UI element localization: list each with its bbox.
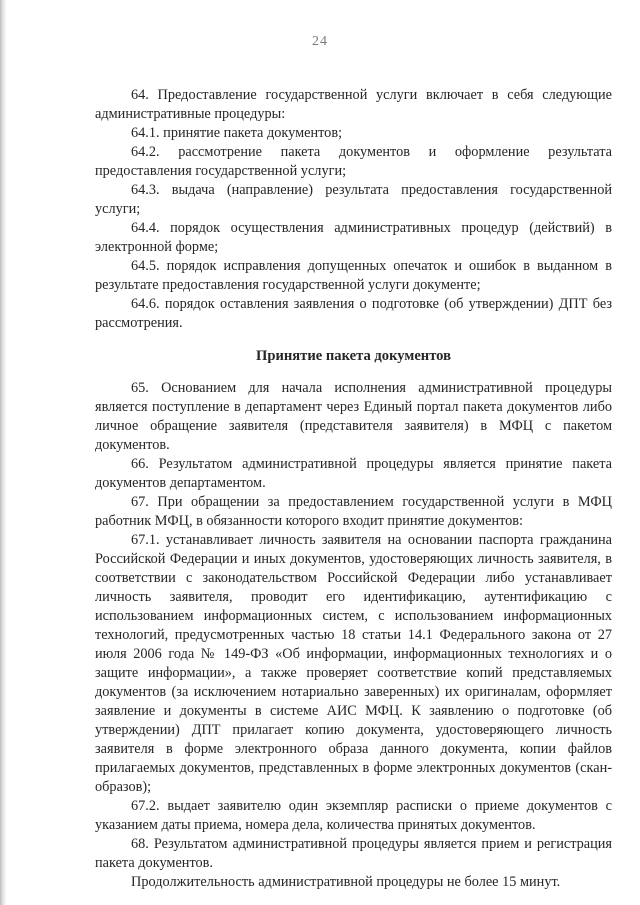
paragraph-67-2: 67.2. выдает заявителю один экземпляр расписки о приеме документов с указанием даты приема, номера дела, количества принятых документов. <box>95 798 612 833</box>
paragraph-68: 68. Результатом административной процедуры является прием и регистрация пакета документов. <box>95 836 612 871</box>
paragraph-64-6: 64.6. порядок оставления заявления о подготовке (об утверждении) ДПТ без рассмотрения. <box>95 296 612 331</box>
paragraph-64-5: 64.5. порядок исправления допущенных опечаток и ошибок в выданном в результате предоставления государственной услуги документе; <box>95 258 612 293</box>
paragraph-65: 65. Основанием для начала исполнения административной процедуры является поступление в департамент через Единый портал пакета документов либо личное обращение заявителя (представителя заявителя) в МФЦ с пакетом документов. <box>95 380 612 453</box>
paragraph-67: 67. При обращении за предоставлением государственной услуги в МФЦ работник МФЦ, в обязанности которого входит принятие документов: <box>95 494 612 529</box>
page-number: 24 <box>312 34 328 49</box>
paragraph-64-3: 64.3. выдача (направление) результата предоставления государственной услуги; <box>95 182 612 217</box>
paragraph-duration: Продолжительность административной процедуры не более 15 минут. <box>131 874 561 890</box>
paragraph-64-2: 64.2. рассмотрение пакета документов и оформление результата предоставления государственной услуги; <box>95 144 612 179</box>
scan-edge <box>0 0 7 905</box>
section-heading: Принятие пакета документов <box>255 348 451 364</box>
document-body <box>95 86 612 892</box>
paragraph-64-4: 64.4. порядок осуществления административных процедур (действий) в электронной форме; <box>95 220 612 255</box>
paragraph-64: 64. Предоставление государственной услуги включает в себя следующие административные процедуры: <box>95 87 612 122</box>
paragraph-66: 66. Результатом административной процедуры является принятие пакета документов департаментом. <box>95 456 612 491</box>
paragraph-67-1: 67.1. устанавливает личность заявителя на основании паспорта гражданина Российской Федерации и иных документов, удостоверяющих личность заявителя, в соответствии с законодательством Российской Федерации либо устанавливает личность заявителя, проводит его идентификацию, аутентификацию с использованием информационных систем, с использованием информационных технологий, предусмотренных частью 18 статьи 14.1 Федерального закона от 27 июля 2006 года № 149-ФЗ «Об информации, информационных технологиях и о защите информации», а также проверяет соответствие копий представляемых документов (за исключением нотариально заверенных) их оригиналам, оформляет заявление и документы в системе АИС МФЦ. К заявлению о подготовке (об утверждении) ДПТ прилагает копию документа, удостоверяющего личность заявителя в форме электронного образа данного документа, копии файлов прилагаемых документов, представленных в форме электронных документов (скан-образов); <box>95 532 612 795</box>
paragraph-64-1: 64.1. принятие пакета документов; <box>131 125 343 141</box>
